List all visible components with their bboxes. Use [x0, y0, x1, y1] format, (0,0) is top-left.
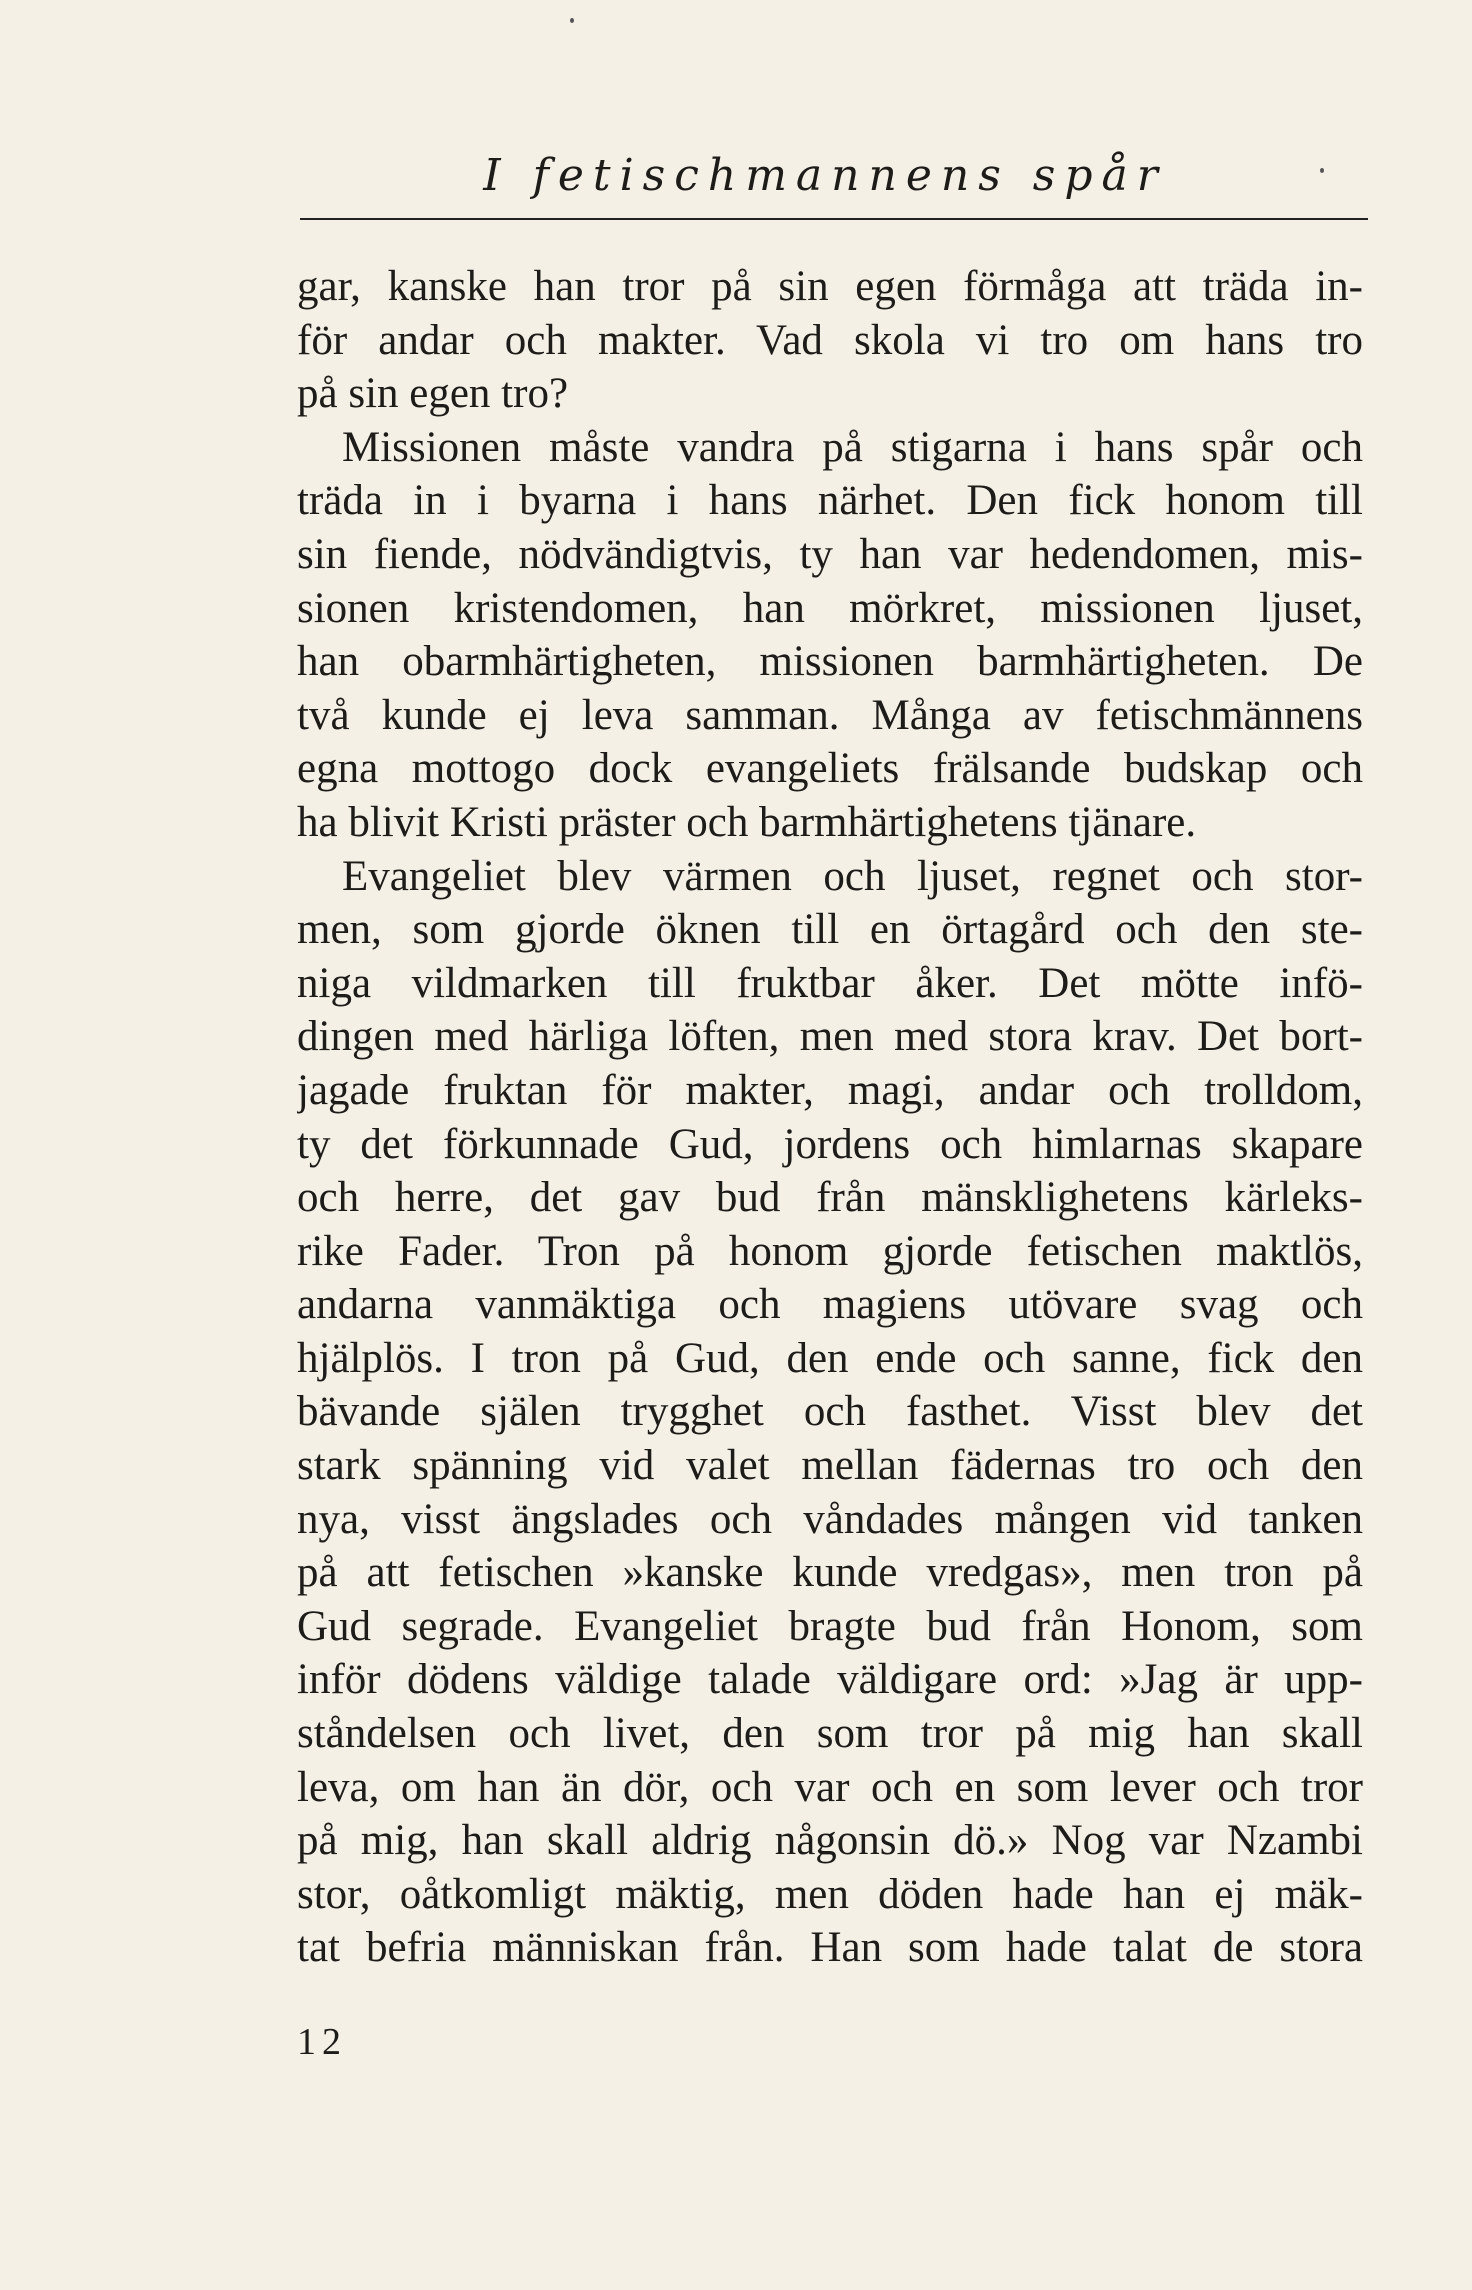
body-text — [297, 260, 1363, 1975]
text-line: ståndelsen och livet, den som tror på mig han skall — [297, 1710, 1363, 1758]
text-line: Evangeliet blev värmen och ljuset, regnet och stor- — [342, 852, 1363, 900]
text-line: två kunde ej leva samman. Många av fetischmännens — [297, 691, 1363, 739]
text-line: sin fiende, nödvändigtvis, ty han var hedendomen, mis- — [297, 530, 1363, 578]
text-line: Gud segrade. Evangeliet bragte bud från Honom, som — [297, 1602, 1363, 1650]
text-line: Missionen måste vandra på stigarna i hans spår och — [342, 423, 1363, 471]
text-line: nya, visst ängslades och våndades mången vid tanken — [297, 1495, 1363, 1543]
text-line: för andar och makter. Vad skola vi tro om hans tro — [297, 316, 1363, 364]
text-line: men, som gjorde öknen till en örtagård och den ste- — [297, 906, 1363, 954]
text-line: egna mottogo dock evangeliets frälsande budskap och — [297, 745, 1363, 793]
text-line: sionen kristendomen, han mörkret, missionen ljuset, — [297, 584, 1363, 632]
text-line: rike Fader. Tron på honom gjorde fetischen maktlös, — [297, 1227, 1363, 1275]
text-line: ha blivit Kristi präster och barmhärtighetens tjänare. — [297, 798, 1197, 846]
header-rule — [300, 218, 1368, 220]
text-line: leva, om han än dör, och var och en som lever och tror — [297, 1763, 1363, 1811]
page-number: 12 — [297, 2021, 347, 2063]
running-header-title: I fetischmannens spår — [483, 150, 1167, 201]
text-line: stark spänning vid valet mellan fädernas tro och den — [297, 1442, 1363, 1490]
paper-speck — [570, 18, 574, 23]
text-line: bävande själen trygghet och fasthet. Visst blev det — [297, 1388, 1363, 1436]
text-line: hjälplös. I tron på Gud, den ende och sanne, fick den — [297, 1334, 1363, 1382]
text-line: niga vildmarken till fruktbar åker. Det mötte infö- — [297, 959, 1363, 1007]
text-line: andarna vanmäktiga och magiens utövare svag och — [297, 1281, 1363, 1329]
text-line: inför dödens väldige talade väldigare ord: »Jag är upp- — [297, 1656, 1363, 1704]
text-line: träda in i byarna i hans närhet. Den fick honom till — [297, 477, 1363, 525]
text-line: stor, oåtkomligt mäktig, men döden hade han ej mäk- — [297, 1870, 1363, 1918]
text-line: på mig, han skall aldrig någonsin dö.» Nog var Nzambi — [297, 1817, 1363, 1865]
text-line: tat befria människan från. Han som hade talat de stora — [297, 1924, 1363, 1972]
text-line: på att fetischen »kanske kunde vredgas», men tron på — [297, 1549, 1363, 1597]
paper-speck — [1320, 168, 1324, 173]
text-line: gar, kanske han tror på sin egen förmåga att träda in- — [297, 263, 1363, 310]
text-line: och herre, det gav bud från mänsklighetens kärleks- — [297, 1174, 1363, 1222]
text-line: han obarmhärtigheten, missionen barmhärtigheten. De — [297, 638, 1363, 686]
text-line: dingen med härliga löften, men med stora krav. Det bort- — [297, 1013, 1363, 1061]
text-line: jagade fruktan för makter, magi, andar och trolldom, — [297, 1066, 1363, 1114]
text-line: på sin egen tro? — [297, 370, 569, 418]
text-line: ty det förkunnade Gud, jordens och himlarnas skapare — [297, 1120, 1363, 1168]
